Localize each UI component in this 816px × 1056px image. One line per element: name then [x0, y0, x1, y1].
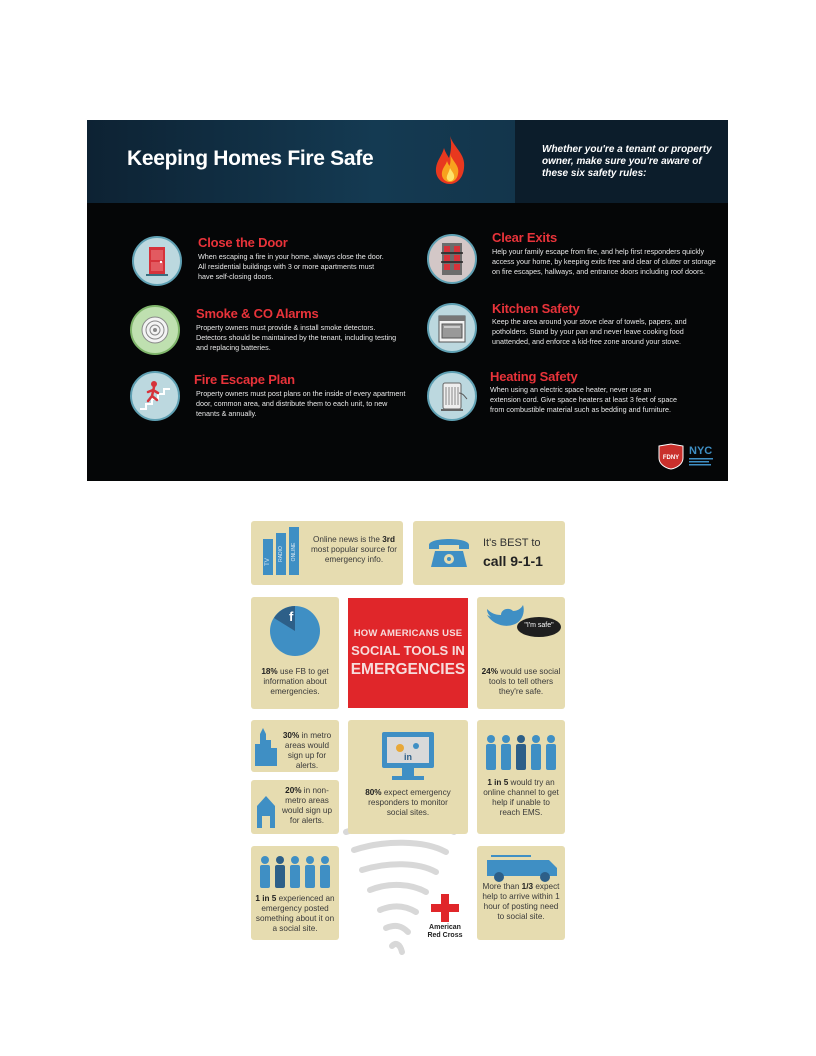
smoke-detector-icon — [130, 305, 180, 355]
im-safe-card — [477, 597, 565, 709]
im-safe-desc-text: would use social tools to tell others they're safe. — [488, 667, 561, 696]
building-exits-icon — [427, 234, 477, 284]
nonmetro-stat: 20% — [285, 786, 302, 795]
online-news-post: most popular source for emergency info. — [310, 545, 397, 564]
call-911-card — [413, 521, 565, 585]
metro-text — [277, 731, 337, 771]
rule-text: Keep the area around your stove clear of towels, papers, and potholders. Stand by your pan and never leave cooking food unattended, and enforce a kid-free zone around your stove. — [492, 317, 687, 346]
rule-smoke-alarms — [130, 304, 400, 360]
online-channel-card — [477, 720, 565, 834]
im-safe-text: "I'm safe" — [524, 622, 554, 629]
banner-title: Keeping Homes Fire Safe — [127, 147, 374, 170]
linkedin-letters: in — [404, 752, 412, 762]
rule-kitchen-safety — [427, 300, 725, 360]
expect-help-pre: More than — [482, 882, 522, 891]
metro-desc: in metro areas would sign up for alerts. — [284, 731, 332, 770]
tornado-icon — [340, 820, 460, 960]
rule-text: Help your family escape from fire, and help first responders quickly access your home, by keeping exits free and clear of clutter or storage on fire escapes, hallways, and entrance doors including roof doors. — [492, 247, 716, 276]
online-news-pre: Online news is the — [313, 535, 383, 544]
facebook-pie-icon — [267, 601, 323, 657]
facebook-text — [255, 667, 335, 697]
facebook-stat: 18% — [261, 667, 278, 676]
monitor-desc: expect emergency responders to monitor social sites. — [368, 788, 451, 817]
rule-title: Heating Safety — [490, 369, 578, 384]
facebook-card — [251, 597, 339, 709]
experienced-desc: experienced an emergency posted something about it on a social site. — [255, 894, 335, 933]
barn-icon — [255, 792, 277, 828]
space-heater-icon — [427, 371, 477, 421]
nonmetro-text — [277, 786, 337, 826]
red-cross-line1: American — [429, 924, 461, 931]
online-news-rank: 3rd — [382, 535, 395, 544]
nyc-logo-text: NYC — [689, 445, 713, 457]
red-cross-icon — [431, 894, 459, 922]
title-line1: HOW AMERICANS USE — [353, 628, 463, 639]
rule-clear-exits — [427, 230, 725, 290]
monitor-card — [348, 720, 468, 834]
radio-label: RADIO — [278, 546, 284, 562]
rule-title: Clear Exits — [492, 230, 558, 245]
online-label: ONLINE — [291, 542, 297, 562]
people-group-icon-2 — [257, 856, 333, 888]
expect-help-desc: expect help to arrive within 1 hour of posting need to social site. — [482, 882, 560, 921]
fire-truck-icon — [485, 852, 559, 882]
experienced-stat: 1 in 5 — [255, 894, 277, 903]
red-cross-line2: Red Cross — [427, 932, 463, 939]
facebook-letter: f — [289, 609, 294, 624]
rule-title: Close the Door — [198, 235, 288, 250]
rule-title: Kitchen Safety — [492, 301, 580, 316]
metro-alerts-card — [251, 720, 339, 772]
fire-escape-icon — [130, 371, 180, 421]
stove-icon — [427, 303, 477, 353]
title-line2: SOCIAL TOOLS IN — [351, 643, 465, 658]
flame-icon — [432, 134, 468, 186]
online-channel-stat: 1 in 5 — [487, 778, 509, 787]
metro-stat: 30% — [282, 731, 300, 740]
banner-intro: Whether you're a tenant or property owner, make sure you're aware of these six safety rules: — [542, 144, 712, 179]
monitor-text — [358, 788, 458, 818]
infographic-title-panel — [348, 598, 468, 708]
im-safe-desc — [481, 667, 561, 697]
rule-close-door — [132, 234, 392, 290]
telephone-icon — [425, 535, 473, 569]
monitor-stat: 80% — [365, 788, 382, 797]
experienced-card — [251, 846, 339, 940]
social-tools-infographic — [250, 520, 570, 960]
rule-heating-safety — [427, 368, 725, 428]
online-channel-text — [483, 778, 559, 818]
nonmetro-desc: in non-metro areas would sign up for alerts. — [281, 786, 333, 825]
city-skyline-icon — [255, 726, 279, 766]
fdny-nyc-logos — [657, 442, 717, 470]
expect-help-card — [477, 846, 565, 940]
expect-help-stat: 1/3 — [521, 882, 534, 891]
title-line3: EMERGENCIES — [350, 661, 466, 678]
rule-text: Property owners must provide & install smoke detectors. Detectors should be maintained by the tenant, including testing and replacing batteries. — [196, 323, 397, 352]
online-channel-desc: would try an online channel to get help if unable to reach EMS. — [483, 778, 559, 817]
im-safe-stat: 24% — [481, 667, 499, 676]
facebook-desc: use FB to get information about emergencies. — [263, 667, 329, 696]
call-911-line2: call 9-1-1 — [483, 553, 543, 569]
people-group-icon — [483, 734, 559, 770]
rule-text: Property owners must post plans on the inside of every apartment door, common area, and distribute them to each unit, to new tenants & annually. — [196, 389, 406, 418]
rule-fire-escape-plan — [130, 370, 410, 426]
rule-text: When escaping a fire in your home, always close the door. All residential buildings with 3 or more apartments must have self-closing doors. — [198, 252, 384, 281]
rule-text: When using an electric space heater, never use an extension cord. Give space heaters at least 3 feet of space from combustible material such as bedding and furniture. — [490, 385, 677, 414]
tv-label: TV — [265, 558, 271, 566]
experienced-text — [255, 894, 335, 934]
fire-safety-banner — [87, 120, 728, 481]
fdny-logo-text: FDNY — [662, 455, 680, 461]
nonmetro-alerts-card — [251, 780, 339, 834]
rule-title: Fire Escape Plan — [194, 372, 295, 387]
computer-monitor-icon — [378, 730, 438, 784]
door-icon — [132, 236, 182, 286]
expect-help-text — [481, 882, 561, 922]
call-911-line1: It's BEST to — [483, 537, 541, 549]
online-news-card — [251, 521, 403, 585]
rule-title: Smoke & CO Alarms — [196, 306, 319, 321]
online-news-text — [307, 535, 401, 565]
